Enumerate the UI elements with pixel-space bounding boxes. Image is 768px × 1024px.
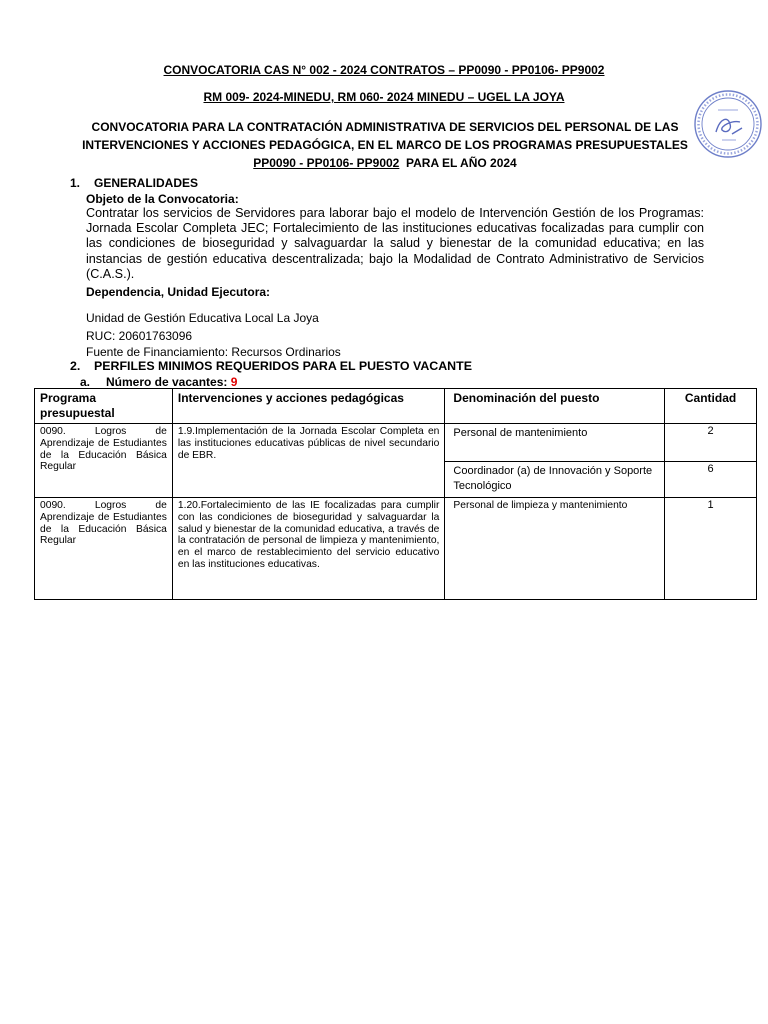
convocatoria-heading-line-3 [40,154,730,172]
header-intervenciones: Intervenciones y acciones pedagógicas [172,389,445,424]
puesto-cell: Personal de limpieza y mantenimiento [445,498,665,600]
intervencion-cell: 1.9.Implementación de la Jornada Escolar Completa en las instituciones educativas públicas de nivel secundario de EBR. [172,424,445,498]
vacantes-count: 9 [230,375,238,389]
header-denominacion: Denominación del puesto [445,389,665,424]
table-row [35,498,757,600]
table-header-row [35,389,757,424]
section-1-heading: 1. GENERALIDADES [70,176,199,190]
program-year: PARA EL AÑO 2024 [399,156,517,170]
document-title: CONVOCATORIA CAS N° 002 - 2024 CONTRATOS – PP0090 - PP0106- PP9002 [163,63,605,77]
resolution-reference: RM 009- 2024-MINEDU, RM 060- 2024 MINEDU – UGEL LA JOYA [203,90,565,104]
program-codes: PP0090 - PP0106- PP9002 [253,156,400,170]
convocatoria-heading-line-1: CONVOCATORIA PARA LA CONTRATACIÓN ADMINISTRATIVA DE SERVICIOS DEL PERSONAL DE LAS [91,120,679,134]
ruc: RUC: 20601763096 [86,329,193,343]
convocatoria-heading-line-2: INTERVENCIONES Y ACCIONES PEDAGÓGICA, EN EL MARCO DE LOS PROGRAMAS PRESUPUESTALES [82,138,688,152]
vacancies-table [34,388,757,600]
dependencia-label: Dependencia, Unidad Ejecutora: [86,285,271,299]
cantidad-cell: 1 [665,498,757,600]
vacantes-line: a. Número de vacantes: 9 [80,375,238,389]
intervencion-cell: 1.20.Fortalecimiento de las IE focalizadas para cumplir con las condiciones de bioseguridad y salvaguardar la salud y bienestar de la comunidad educativa, a través de la contratación de personal de limpieza y mantenimiento, en el marco de restablecimiento del servicio educativo en las instituciones educativas. [172,498,445,600]
institutional-seal-icon [692,88,764,160]
table-row [35,424,757,462]
programa-cell: 0090. Logros de Aprendizaje de Estudiantes de la Educación Básica Regular [35,498,173,600]
puesto-cell: Coordinador (a) de Innovación y Soporte Tecnológico [445,462,665,498]
programa-cell: 0090. Logros de Aprendizaje de Estudiantes de la Educación Básica Regular [35,424,173,498]
fuente-financiamiento: Fuente de Financiamiento: Recursos Ordinarios [86,345,341,359]
objeto-paragraph: Contratar los servicios de Servidores para laborar bajo el modelo de Intervención Gestión de los Programas: Jornada Escolar Completa JEC; Fortalecimiento de las instituciones educativas focalizadas para cumplir con las condiciones de bioseguridad y salvaguardar la salud y bienestar de la comunidad educativa; en las instancias de gestión educativa descentralizada; bajo la Modalidad de Contrato Administrativo de Servicios (C.A.S.). [86,206,704,281]
unidad-ejecutora: Unidad de Gestión Educativa Local La Joya [86,311,319,325]
section-2-heading: 2. PERFILES MINIMOS REQUERIDOS PARA EL PUESTO VACANTE [70,359,472,373]
puesto-cell: Personal de mantenimiento [445,424,665,462]
objeto-label: Objeto de la Convocatoria: [86,192,239,206]
header-programa: Programa presupuestal [35,389,173,424]
cantidad-cell: 6 [665,462,757,498]
header-cantidad: Cantidad [665,389,757,424]
convocatoria-heading [40,118,730,172]
cantidad-cell: 2 [665,424,757,462]
